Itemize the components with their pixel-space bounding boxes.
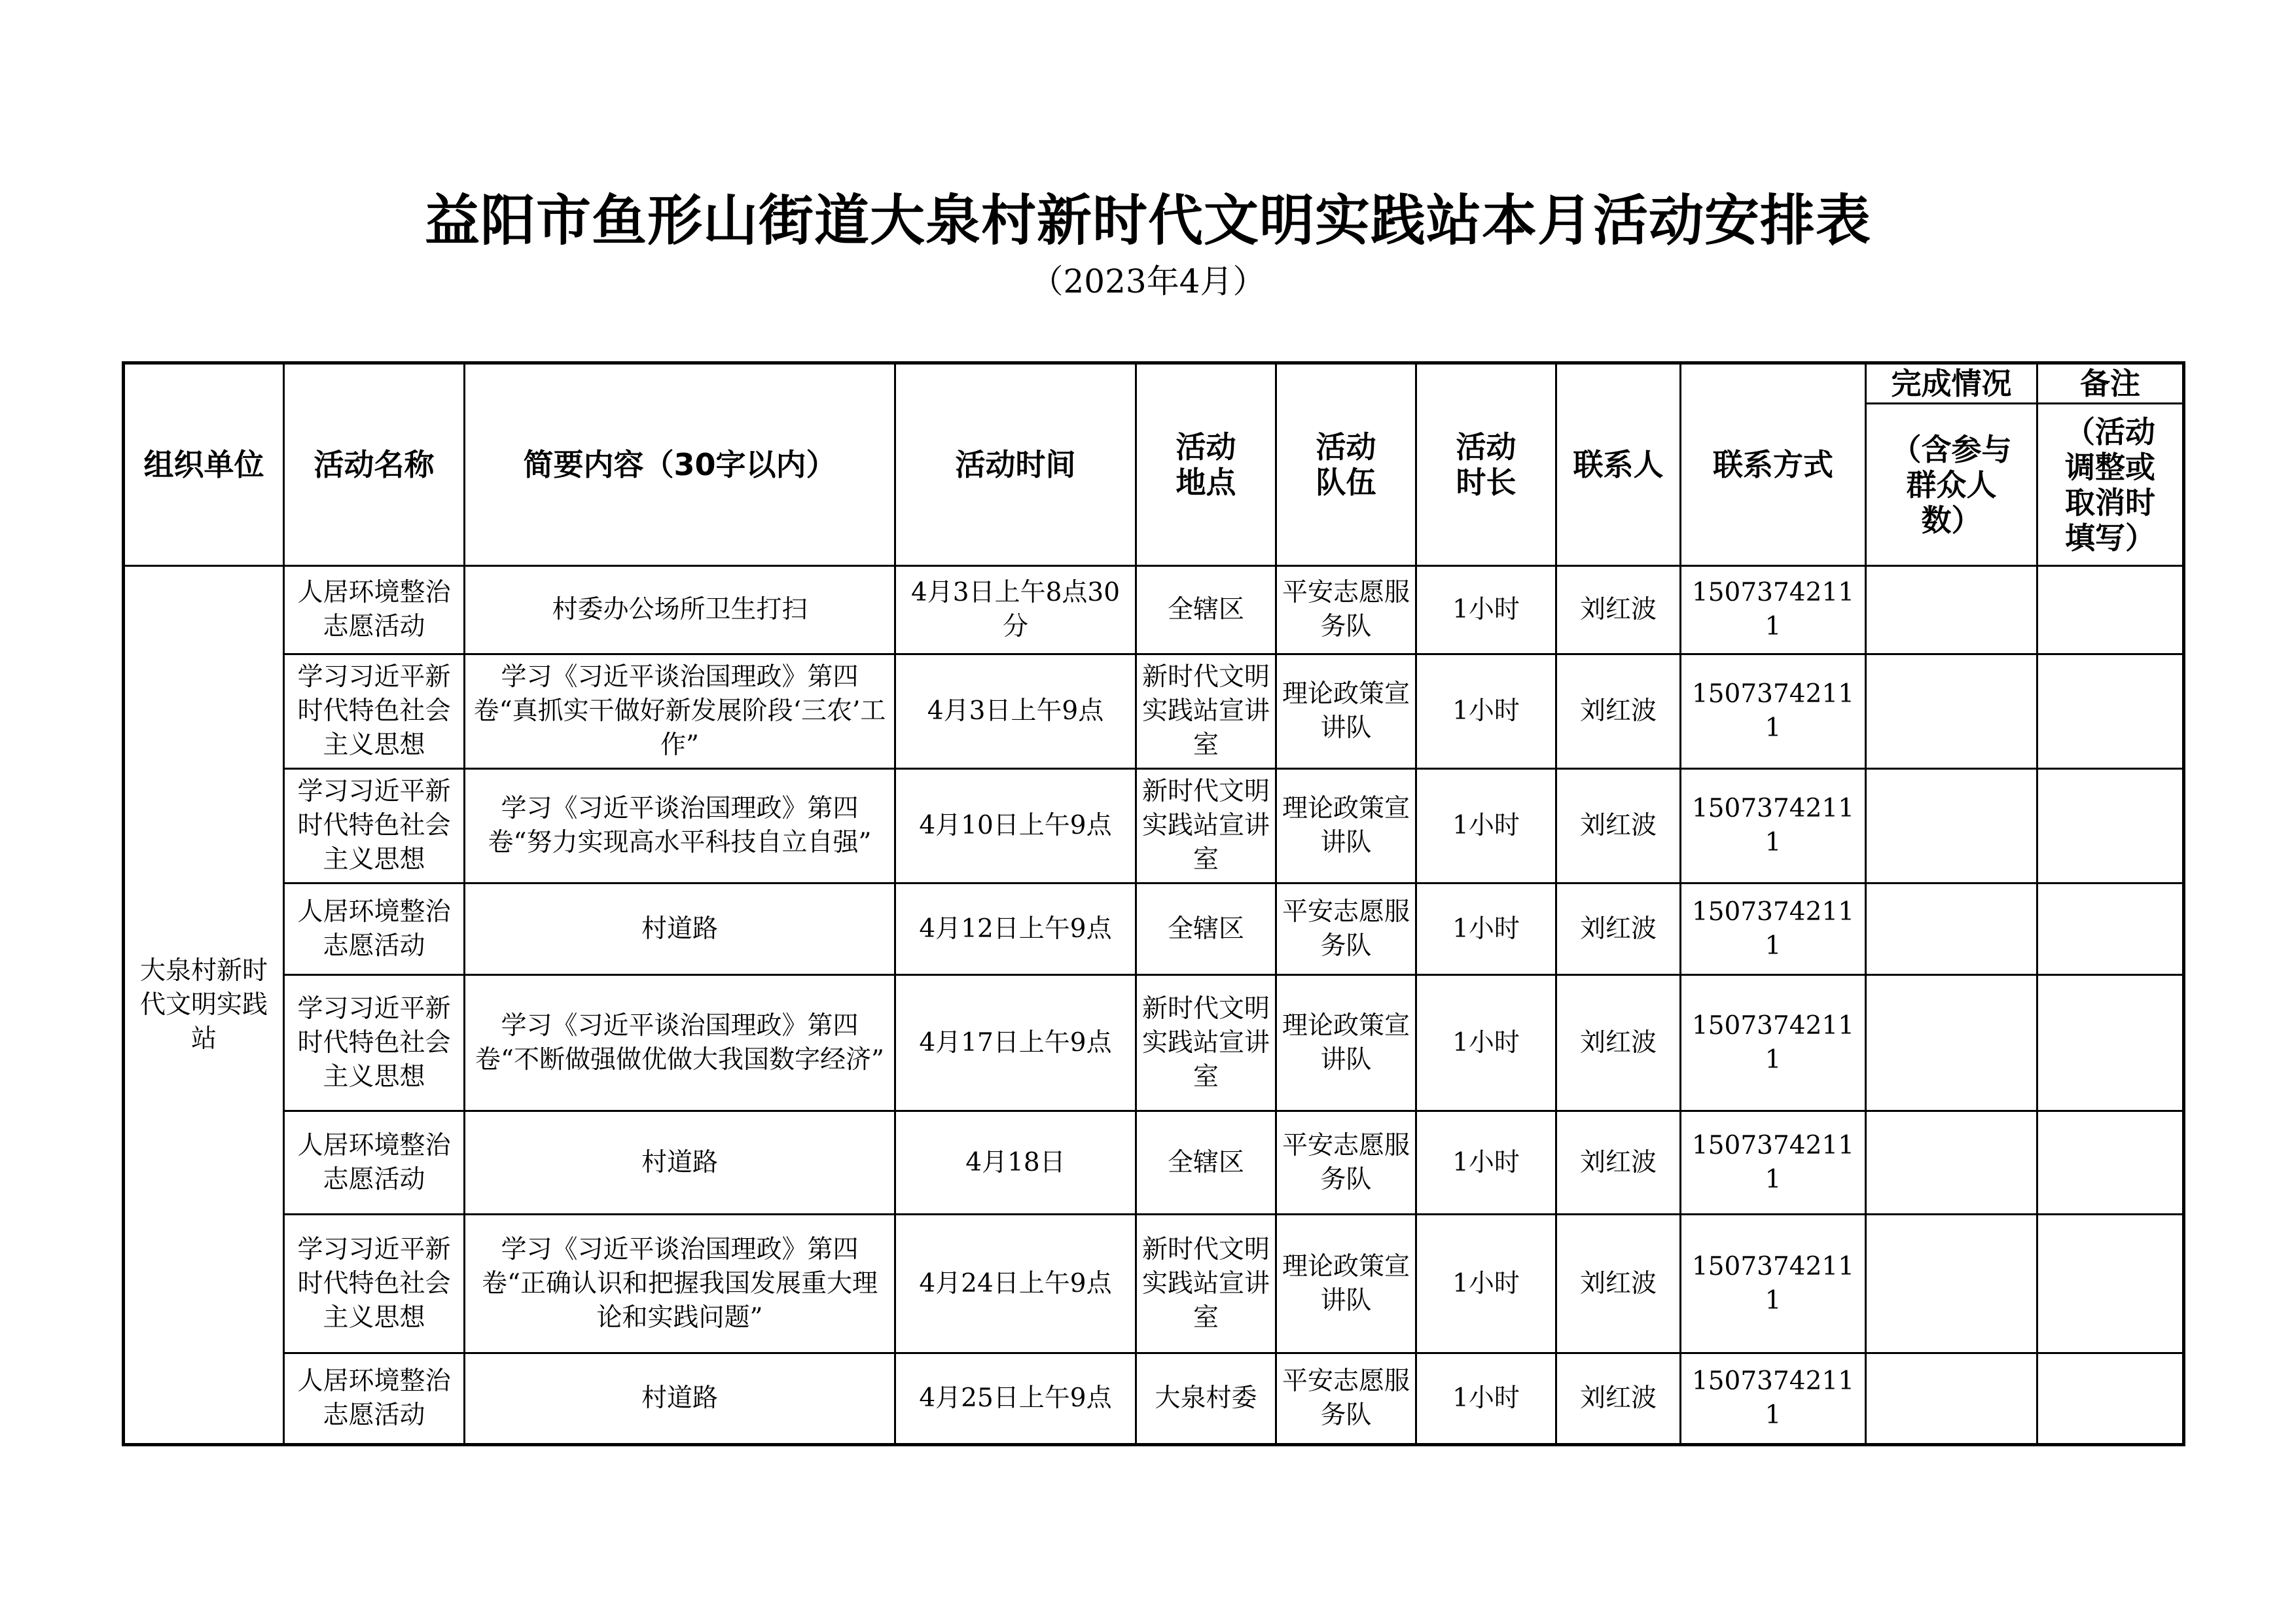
team-cell: 平安志愿服务队 (1276, 566, 1416, 654)
team-cell: 平安志愿服务队 (1276, 883, 1416, 975)
summary-cell: 村道路 (465, 1353, 895, 1445)
header-contact: 联系人 (1556, 363, 1681, 566)
place-cell: 全辖区 (1136, 566, 1276, 654)
contact-cell: 刘红波 (1556, 883, 1681, 975)
table-row (124, 566, 2184, 654)
duration-cell: 1小时 (1416, 975, 1556, 1111)
completion-cell[interactable] (1866, 1215, 2037, 1353)
completion-cell[interactable] (1866, 975, 2037, 1111)
team-cell: 理论政策宣讲队 (1276, 654, 1416, 769)
organization-cell: 大泉村新时代文明实践站 (124, 566, 284, 1445)
completion-cell[interactable] (1866, 769, 2037, 883)
time-cell: 4月3日上午9点 (895, 654, 1136, 769)
remarks-cell[interactable] (2037, 1353, 2184, 1445)
document-title: 益阳市鱼形山街道大泉村新时代文明实践站本月活动安排表 (424, 188, 1871, 253)
place-cell: 新时代文明实践站宣讲室 (1136, 654, 1276, 769)
phone-cell: 15073742111 (1681, 975, 1866, 1111)
activity-name-cell: 人居环境整治志愿活动 (284, 1111, 465, 1215)
table-row (124, 883, 2184, 975)
completion-cell[interactable] (1866, 883, 2037, 975)
duration-cell: 1小时 (1416, 883, 1556, 975)
remarks-cell[interactable] (2037, 883, 2184, 975)
contact-cell: 刘红波 (1556, 654, 1681, 769)
contact-cell: 刘红波 (1556, 1111, 1681, 1215)
place-cell: 全辖区 (1136, 883, 1276, 975)
duration-cell: 1小时 (1416, 1215, 1556, 1353)
remarks-cell[interactable] (2037, 975, 2184, 1111)
activity-name-cell: 人居环境整治志愿活动 (284, 883, 465, 975)
summary-cell: 村委办公场所卫生打扫 (465, 566, 895, 654)
activity-name-cell: 人居环境整治志愿活动 (284, 566, 465, 654)
remarks-cell[interactable] (2037, 1215, 2184, 1353)
summary-cell: 学习《习近平谈治国理政》第四卷“努力实现高水平科技自立自强” (465, 769, 895, 883)
phone-cell: 15073742111 (1681, 1111, 1866, 1215)
place-cell: 大泉村委 (1136, 1353, 1276, 1445)
duration-cell: 1小时 (1416, 654, 1556, 769)
summary-cell: 村道路 (465, 883, 895, 975)
header-team: 活动队伍 (1276, 363, 1416, 566)
time-cell: 4月18日 (895, 1111, 1136, 1215)
phone-cell: 15073742111 (1681, 883, 1866, 975)
time-cell: 4月12日上午9点 (895, 883, 1136, 975)
phone-cell: 15073742111 (1681, 654, 1866, 769)
header-row-top (124, 363, 2184, 404)
remarks-cell[interactable] (2037, 566, 2184, 654)
document-subtitle: （2023年4月） (1030, 262, 1266, 300)
duration-cell: 1小时 (1416, 1353, 1556, 1445)
phone-cell: 15073742111 (1681, 769, 1866, 883)
header-remarks: 备注 (2037, 363, 2184, 404)
table-row (124, 1111, 2184, 1215)
contact-cell: 刘红波 (1556, 1215, 1681, 1353)
place-cell: 新时代文明实践站宣讲室 (1136, 1215, 1276, 1353)
header-org: 组织单位 (124, 363, 284, 566)
activity-name-cell: 学习习近平新时代特色社会主义思想 (284, 1215, 465, 1353)
phone-cell: 15073742111 (1681, 1215, 1866, 1353)
team-cell: 平安志愿服务队 (1276, 1353, 1416, 1445)
table-row (124, 1215, 2184, 1353)
table-row (124, 1353, 2184, 1445)
activity-name-cell: 学习习近平新时代特色社会主义思想 (284, 769, 465, 883)
table-body (124, 566, 2184, 1445)
header-completion-sub: （含参与群众人数） (1866, 404, 2037, 566)
place-cell: 新时代文明实践站宣讲室 (1136, 975, 1276, 1111)
completion-cell[interactable] (1866, 566, 2037, 654)
completion-cell[interactable] (1866, 1353, 2037, 1445)
completion-cell[interactable] (1866, 1111, 2037, 1215)
time-cell: 4月25日上午9点 (895, 1353, 1136, 1445)
activity-name-cell: 学习习近平新时代特色社会主义思想 (284, 975, 465, 1111)
table-row (124, 975, 2184, 1111)
time-cell: 4月17日上午9点 (895, 975, 1136, 1111)
header-place: 活动地点 (1136, 363, 1276, 566)
time-cell: 4月10日上午9点 (895, 769, 1136, 883)
team-cell: 理论政策宣讲队 (1276, 975, 1416, 1111)
activity-name-cell: 人居环境整治志愿活动 (284, 1353, 465, 1445)
table-header (124, 363, 2184, 566)
team-cell: 平安志愿服务队 (1276, 1111, 1416, 1215)
time-cell: 4月24日上午9点 (895, 1215, 1136, 1353)
phone-cell: 15073742111 (1681, 1353, 1866, 1445)
time-cell: 4月3日上午8点30分 (895, 566, 1136, 654)
place-cell: 新时代文明实践站宣讲室 (1136, 769, 1276, 883)
header-duration: 活动时长 (1416, 363, 1556, 566)
place-cell: 全辖区 (1136, 1111, 1276, 1215)
contact-cell: 刘红波 (1556, 769, 1681, 883)
phone-cell: 15073742111 (1681, 566, 1866, 654)
completion-cell[interactable] (1866, 654, 2037, 769)
summary-cell: 村道路 (465, 1111, 895, 1215)
summary-cell: 学习《习近平谈治国理政》第四卷“真抓实干做好新发展阶段‘三农’工作” (465, 654, 895, 769)
team-cell: 理论政策宣讲队 (1276, 769, 1416, 883)
summary-cell: 学习《习近平谈治国理政》第四卷“正确认识和把握我国发展重大理论和实践问题” (465, 1215, 895, 1353)
header-remarks-sub: （活动调整或取消时填写） (2037, 404, 2184, 566)
header-name: 活动名称 (284, 363, 465, 566)
team-cell: 理论政策宣讲队 (1276, 1215, 1416, 1353)
remarks-cell[interactable] (2037, 654, 2184, 769)
duration-cell: 1小时 (1416, 566, 1556, 654)
remarks-cell[interactable] (2037, 1111, 2184, 1215)
duration-cell: 1小时 (1416, 769, 1556, 883)
header-time: 活动时间 (895, 363, 1136, 566)
contact-cell: 刘红波 (1556, 975, 1681, 1111)
activity-schedule-table (122, 361, 2185, 1446)
header-phone: 联系方式 (1681, 363, 1866, 566)
header-completion: 完成情况 (1866, 363, 2037, 404)
remarks-cell[interactable] (2037, 769, 2184, 883)
header-summary: 简要内容（30字以内） (465, 363, 895, 566)
contact-cell: 刘红波 (1556, 1353, 1681, 1445)
summary-cell: 学习《习近平谈治国理政》第四卷“不断做强做优做大我国数字经济” (465, 975, 895, 1111)
table-row (124, 769, 2184, 883)
duration-cell: 1小时 (1416, 1111, 1556, 1215)
contact-cell: 刘红波 (1556, 566, 1681, 654)
table-row (124, 654, 2184, 769)
activity-name-cell: 学习习近平新时代特色社会主义思想 (284, 654, 465, 769)
